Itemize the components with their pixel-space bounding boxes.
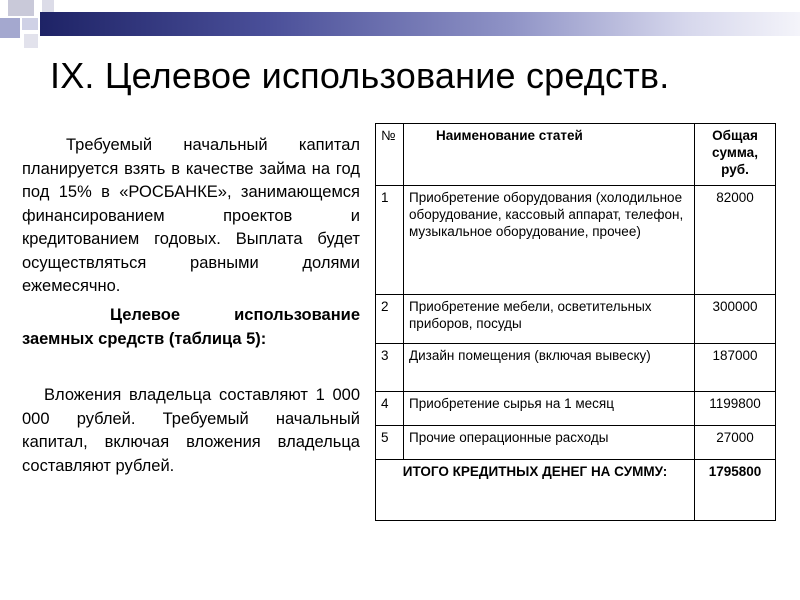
table-row [376, 426, 776, 460]
row-num: 4 [376, 392, 404, 426]
table-row [376, 392, 776, 426]
header-num: № [376, 124, 404, 186]
header-gradient-bar [40, 12, 800, 36]
total-label: ИТОГО КРЕДИТНЫХ ДЕНЕГ НА СУММУ: [376, 460, 695, 521]
row-name: Дизайн помещения (включая вывеску) [404, 344, 695, 392]
row-num: 5 [376, 426, 404, 460]
table-row [376, 186, 776, 295]
paragraph-loan: Требуемый начальный капитал планируется взять в качестве займа на год под 15% в «РОСБАНКЕ», занимающемся финансированием проектов и кредитованием годовых. Выплата будет осуществляться равными долями ежемесячно. [22, 136, 360, 295]
row-name: Приобретение сырья на 1 месяц [404, 392, 695, 426]
decor-square [0, 18, 20, 38]
row-sum: 187000 [695, 344, 776, 392]
decor-square [22, 18, 38, 30]
row-name: Приобретение оборудования (холодильное оборудование, кассовый аппарат, телефон, музыкальное оборудование, прочее) [404, 186, 695, 295]
row-name: Приобретение мебели, осветительных приборов, посуды [404, 295, 695, 344]
table-total-row [376, 460, 776, 521]
row-sum: 27000 [695, 426, 776, 460]
header-sum: Общая сумма, руб. [695, 124, 776, 186]
row-num: 1 [376, 186, 404, 295]
header-name: Наименование статей [404, 124, 695, 186]
row-sum: 1199800 [695, 392, 776, 426]
total-value: 1795800 [695, 460, 776, 521]
paragraph-table-caption: Целевое использование заемных средств (таблица 5): [22, 306, 360, 348]
row-sum: 300000 [695, 295, 776, 344]
table-row [376, 344, 776, 392]
row-num: 2 [376, 295, 404, 344]
decor-square [24, 34, 38, 48]
decor-square [42, 0, 54, 12]
table-row [376, 295, 776, 344]
slide-title: IX. Целевое использование средств. [50, 55, 670, 96]
row-num: 3 [376, 344, 404, 392]
decor-square [8, 0, 34, 16]
row-sum: 82000 [695, 186, 776, 295]
funds-usage-table [375, 123, 776, 521]
paragraph-owner-investment: Вложения владельца составляют 1 000 000 рублей. Требуемый начальный капитал, включая вложения владельца составляют рублей. [22, 386, 360, 475]
row-name: Прочие операционные расходы [404, 426, 695, 460]
table-header-row [376, 124, 776, 186]
